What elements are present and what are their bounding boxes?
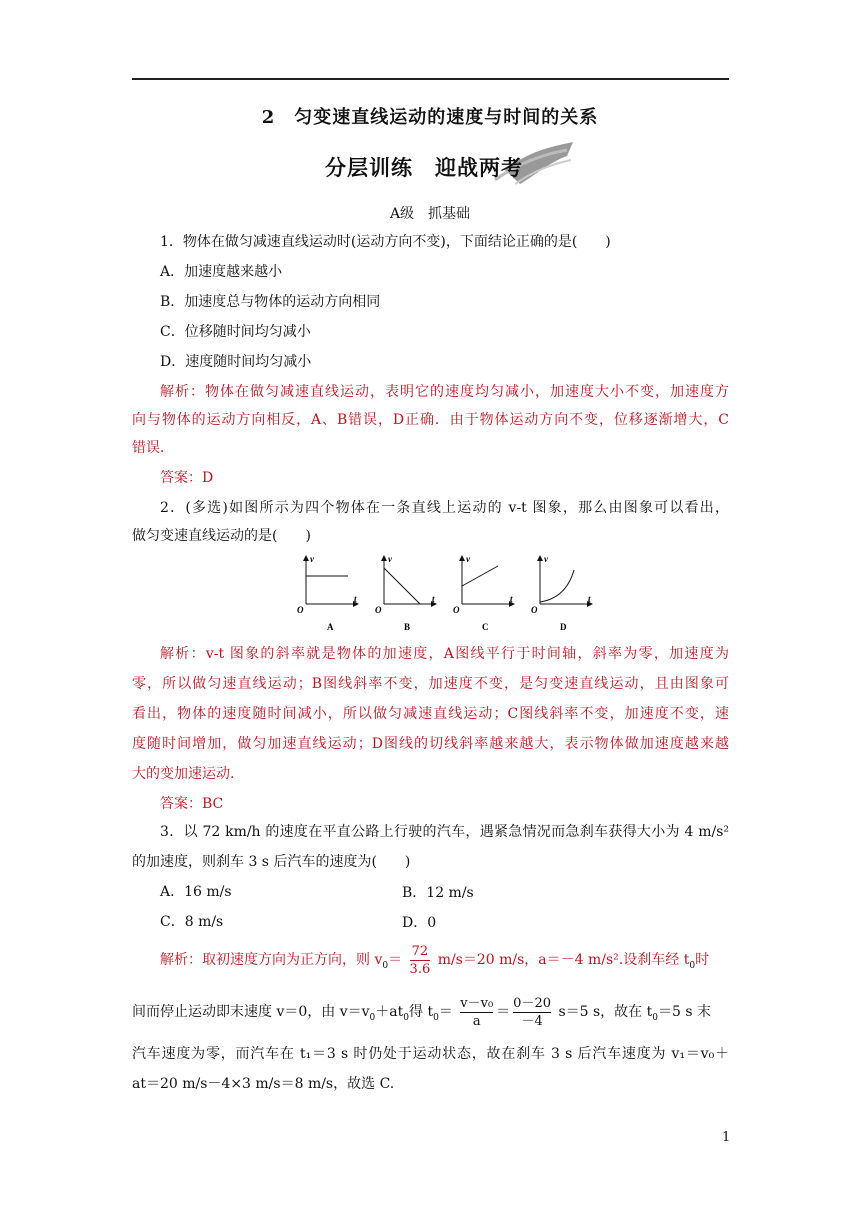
page-title: 2 匀变速直线运动的速度与时间的关系 <box>261 107 599 128</box>
q3-analysis-line-4: at＝20 m/s－4×3 m/s＝8 m/s，故选 C. <box>132 1076 395 1092</box>
q3-stem-line-2: 的加速度，则刹车 3 s 后汽车的速度为( ) <box>132 854 411 870</box>
svg-text:O: O <box>531 605 538 615</box>
svg-text:v: v <box>466 554 470 564</box>
svg-text:v: v <box>544 554 548 564</box>
graph-d <box>531 554 592 632</box>
q3-analysis-line-2: 间而停止运动即末速度 v＝0，由 $v=v_0+at_0$得 $t_0=$ $\frac{\text{v－v₀}}{a}$ ＝ $\frac{0-20}{-4}$ s＝5 s，故在 $t_0=5$ s 末 <box>132 995 711 1029</box>
q3-option-b: B．12 m/s <box>402 885 474 901</box>
q1-answer: 答案：D <box>160 470 214 486</box>
q3-analysis-line-3: 汽车速度为零，而汽车在 t₁＝3 s 时仍处于运动状态，故在刹车 3 s 后汽车速度为 v₁＝v₀＋ <box>132 1046 729 1062</box>
q2-analysis-line-2: 零，所以做匀速直线运动；B图线斜率不变，加速度不变，是匀变速直线运动，且由图象可 <box>132 676 729 692</box>
svg-text:O: O <box>453 605 460 615</box>
svg-text:O: O <box>375 605 382 615</box>
svg-text:t: t <box>432 594 435 604</box>
q2-analysis-line-4: 度随时间增加，做匀加速直线运动；D图线的切线斜率越来越大，表示物体做加速度越来越 <box>132 736 729 752</box>
q2-analysis-line-3: 看出，物体的速度随时间减小，所以做匀减速直线运动；C图线斜率不变，加速度不变，速 <box>132 706 729 722</box>
level-heading: A级 抓基础 <box>389 206 471 222</box>
q1-option-b: B．加速度总与物体的运动方向相同 <box>160 294 381 310</box>
q1-analysis-line-1: 解析：物体在做匀减速直线运动，表明它的速度均匀减小，加速度大小不变，加速度方 <box>160 384 729 400</box>
q2-answer: 答案：BC <box>160 796 224 812</box>
q3-option-c: C．8 m/s <box>160 914 224 930</box>
q3-option-d: D．0 <box>402 915 437 931</box>
page-number: 1 <box>722 1130 731 1145</box>
fraction-72-over-3.6: $\frac{72}{3.6}$ <box>409 943 431 977</box>
banner-title: 分层训练 迎战两考 <box>325 155 523 180</box>
fraction-0-minus-20-over-minus-4: $\frac{0-20}{-4}$ <box>513 995 551 1029</box>
section-banner <box>305 140 575 188</box>
graph-a <box>297 554 358 632</box>
q1-option-c: C．位移随时间均匀减小 <box>160 324 311 340</box>
q2-stem-line-2: 做匀变速直线运动的是( ) <box>132 528 311 544</box>
q3-analysis-line-1: 解析：取初速度方向为正方向，则 $v_0=$ $\frac{72}{3.6}$ m/s＝20 m/s，a＝－4 m/s².设刹车经 $t_0$时 <box>160 943 710 977</box>
q3-option-a: A．16 m/s <box>160 884 232 900</box>
svg-text:t: t <box>354 594 357 604</box>
svg-text:v: v <box>388 554 392 564</box>
q1-analysis-line-2: 向与物体的运动方向相反，A、B错误，D正确．由于物体运动方向不变，位移逐渐增大，C <box>132 412 729 428</box>
q1-analysis-line-3: 错误． <box>132 440 174 456</box>
q3-stem-line-1: 3．以 72 km/h 的速度在平直公路上行驶的汽车，遇紧急情况而急刹车获得大小为 4 m/s² <box>160 824 729 840</box>
svg-text:t: t <box>510 594 513 604</box>
q1-stem: 1．物体在做匀减速直线运动时(运动方向不变)，下面结论正确的是( ) <box>160 234 611 250</box>
graph-c <box>453 554 514 632</box>
svg-text:D: D <box>560 622 567 632</box>
fraction-v-minus-v0-over-a: $\frac{\text{v－v₀}}{a}$ <box>460 995 494 1029</box>
svg-text:v: v <box>310 554 314 564</box>
svg-text:C: C <box>482 622 489 632</box>
q1-option-a: A．加速度越来越小 <box>160 264 283 280</box>
vt-graphs-figure <box>288 554 598 636</box>
svg-text:O: O <box>297 605 304 615</box>
header-rule <box>132 78 729 80</box>
svg-text:t: t <box>588 594 591 604</box>
q1-option-d: D．速度随时间均匀减小 <box>160 354 312 370</box>
svg-text:B: B <box>404 622 411 632</box>
q2-analysis-line-1: 解析：v-t 图象的斜率就是物体的加速度，A图线平行于时间轴，斜率为零，加速度为 <box>160 646 729 662</box>
svg-text:A: A <box>327 622 334 632</box>
graph-b <box>375 554 436 632</box>
q2-stem-line-1: 2．(多选)如图所示为四个物体在一条直线上运动的 v-t 图象，那么由图象可以看出， <box>160 500 729 516</box>
q2-analysis-line-5: 大的变加速运动. <box>132 766 235 782</box>
